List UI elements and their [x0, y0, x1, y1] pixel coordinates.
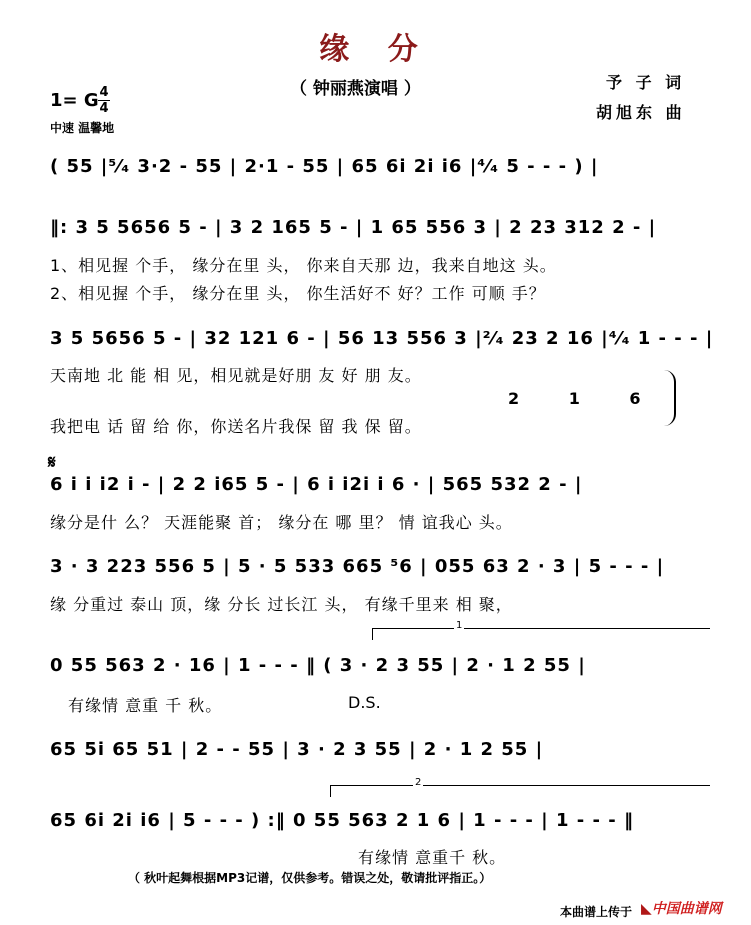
key-signature: 1= G: [50, 90, 99, 111]
volta-1-bracket: [372, 628, 710, 629]
time-sig-top: 4: [99, 85, 109, 100]
score-line-2: ‖: 3 5 5656 5 - | 3 2 165 5 - | 1 65 556 3 | 2 23 312 2 - |: [50, 217, 657, 238]
footnote: （ 秋叶起舞根据MP3记谱，仅供参考。错误之处，敬请批评指正。）: [128, 871, 492, 885]
upload-note: 本曲谱上传于: [560, 905, 633, 919]
logo-icon: ◣: [641, 901, 652, 917]
composer-credit: 胡旭东 曲: [596, 103, 686, 122]
singer-subtitle: （ 钟丽燕演唱 ）: [290, 79, 421, 99]
score-line-1: ( 55 |⁵⁄₄ 3·2 - 55 | 2·1 - 55 | 65 6i 2i i6 |⁴⁄₄ 5 - - - ) |: [50, 156, 599, 177]
score-line-6: 0 55 563 2 · 16 | 1 - - - ‖ ( 3 · 2 3 55 | 2 · 1 2 55 |: [50, 655, 586, 676]
lyric-line-3a: 天南地 北 能 相 见，相见就是好朋 友 好 朋 友。: [50, 366, 422, 385]
volta-2-hook: [330, 785, 331, 797]
score-line-4: 6 i i i2 i - | 2 2 i65 5 - | 6 i i2i i 6 · | 565 532 2 - |: [50, 474, 583, 495]
lyric-line-2a: 1、相见握 个手， 缘分在里 头， 你来自天那 边，我来自地这 头。: [50, 256, 557, 275]
alternate-notes: 2 1 6: [508, 389, 663, 408]
volta-1-hook: [372, 628, 373, 640]
song-title: 缘 分: [319, 32, 432, 67]
score-line-3: 3 5 5656 5 - | 32 121 6 - | 56 13 556 3 |²⁄₄ 23 2 16 |⁴⁄₄ 1 - - - |: [50, 328, 714, 349]
volta-2-label: 2: [415, 777, 422, 788]
lyric-line-6: 有缘情 意重 千 秋。: [68, 696, 223, 715]
lyric-line-2b: 2、相见握 个手， 缘分在里 头， 你生活好不 好？工作 可顺 手？: [50, 284, 546, 303]
segno-sign: 𝄋: [48, 452, 56, 473]
score-line-7: 65 5i 65 51 | 2 - - 55 | 3 · 2 3 55 | 2 · 1 2 55 |: [50, 739, 544, 760]
lyric-line-5: 缘 分重过 泰山 顶，缘 分长 过长江 头， 有缘千里来 相 聚，: [50, 595, 513, 614]
lyric-line-8: 有缘情 意重千 秋。: [358, 848, 507, 867]
lyric-line-3b: 我把电 话 留 给 你，你送名片我保 留 我 保 留。: [50, 417, 422, 436]
ds-marking: D.S.: [348, 693, 381, 712]
site-logo: [641, 898, 722, 918]
volta-1-label: 1: [456, 620, 463, 631]
volta-2-bracket: [330, 785, 710, 786]
score-line-8: 65 6i 2i i6 | 5 - - - ) :‖ 0 55 563 2 1 6 | 1 - - - | 1 - - - ‖: [50, 810, 635, 831]
site-name: 中国曲谱网: [651, 901, 722, 917]
verse-brace: [664, 370, 676, 426]
lyric-line-4: 缘分是什 么？ 天涯能聚 首； 缘分在 哪 里？ 情 谊我心 头。: [50, 513, 513, 532]
time-sig-bottom: 4: [99, 101, 109, 116]
tempo-marking: 中速 温馨地: [50, 121, 115, 135]
lyricist-credit: 予 子 词: [606, 73, 686, 92]
score-line-5: 3 · 3 223 556 5 | 5 · 5 533 665 ⁵6 | 055 63 2 · 3 | 5 - - - |: [50, 556, 665, 577]
